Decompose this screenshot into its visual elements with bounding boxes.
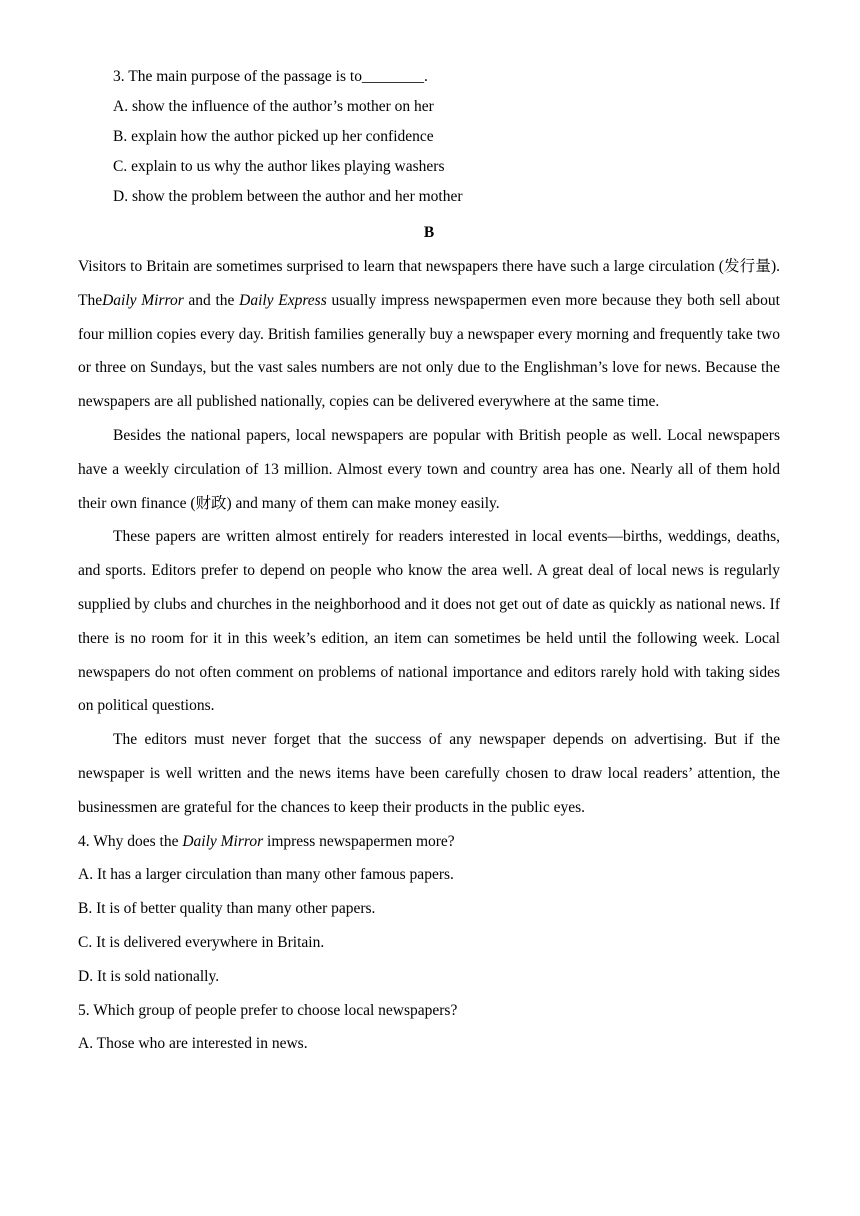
paragraph-1-newspaper-title-2: Daily Express [239,291,327,309]
question-4-stem-title: Daily Mirror [182,832,264,850]
paragraph-1-text-a: Visitors to Britain are sometimes surprised to learn that newspapers there have such a large circulation (发行量). The [78,258,780,309]
question-4-option-b: B. It is of better quality than many other papers. [78,900,376,918]
question-4 [78,825,780,994]
question-4-stem [78,825,780,859]
question-3-stem: 3. The main purpose of the passage is to________. [113,68,428,85]
section-heading-b: B [423,224,435,241]
question-4-option-a: A. It has a larger circulation than many other famous papers. [78,866,454,884]
question-3-option-c: C. explain to us why the author likes playing washers [113,158,445,175]
question-5-stem: 5. Which group of people prefer to choose local newspapers? [78,1001,458,1019]
passage-paragraph-3: These papers are written almost entirely for readers interested in local events—births, weddings, deaths, and sports. Editors prefer to depend on people who know the area well. A great deal of local news is regularly supplied by clubs and churches in the neighborhood and it does not get out of date as quickly as national news. If there is no room for it in this week’s edition, an item can sometimes be held until the following week. Local newspapers do not often comment on problems of national importance and editors rarely hold with taking sides on political questions. [78,528,780,715]
question-4-stem-b: impress newspapermen more? [263,832,455,850]
question-3-option-a: A. show the influence of the author’s mother on her [113,98,434,115]
passage-paragraph-2: Besides the national papers, local newspapers are popular with British people as well. Local newspapers have a weekly circulation of 13 million. Almost every town and country area has one. Nearly all of them hold their own finance (财政) and many of them can make money easily. [78,426,780,512]
question-4-option-c: C. It is delivered everywhere in Britain. [78,933,325,951]
question-3 [78,62,780,212]
question-5-option-a: A. Those who are interested in news. [78,1035,308,1053]
question-3-option-b: B. explain how the author picked up her confidence [113,128,434,145]
document-page [78,62,780,1061]
question-3-option-d: D. show the problem between the author and her mother [113,188,463,205]
paragraph-1-text-c: usually impress newspapermen even more because they both sell about four million copies every day. British families generally buy a newspaper every morning and frequently take two or three on Sundays, but the vast sales numbers are not only due to the Englishman’s love for news. Because the newspapers are all published nationally, copies can be delivered everywhere at the same time. [78,291,780,411]
question-4-stem-a: 4. Why does the [78,832,183,850]
question-5 [78,994,780,1062]
paragraph-1-newspaper-title-1: Daily Mirror [102,291,184,309]
passage-paragraph-4: The editors must never forget that the success of any newspaper depends on advertising. But if the newspaper is well written and the news items have been carefully chosen to draw local readers’ attention, the businessmen are grateful for the chances to keep their products in the public eyes. [78,731,780,816]
passage-paragraph-1 [78,250,780,419]
question-4-option-d: D. It is sold nationally. [78,967,220,985]
paragraph-1-text-b: and the [183,291,240,309]
